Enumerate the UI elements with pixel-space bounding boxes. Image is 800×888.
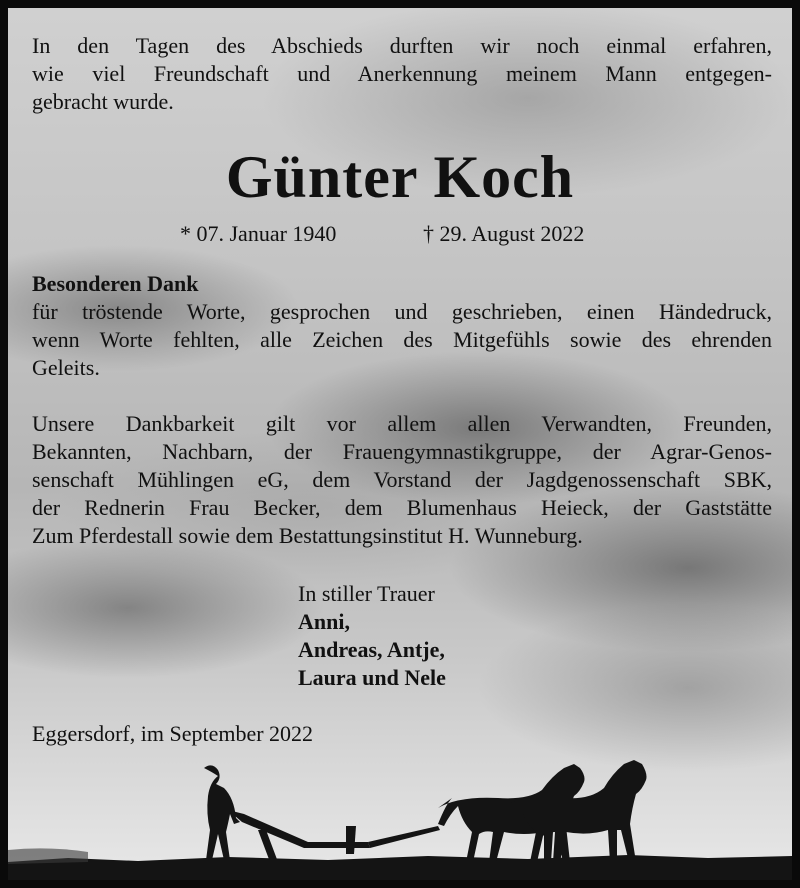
birth-date: * 07. Januar 1940 bbox=[180, 221, 337, 246]
gratitude-line: Unsere Dankbarkeit gilt vor allem allen Verwandten, Freunden, bbox=[32, 411, 772, 436]
intro-line: gebracht wurde. bbox=[32, 89, 174, 114]
deceased-name: Günter Koch bbox=[225, 144, 575, 210]
signature-name: Laura und Nele bbox=[298, 665, 446, 690]
gratitude-line: Zum Pferdestall sowie dem Bestattungsinstitut H. Wunneburg. bbox=[32, 523, 583, 548]
death-date: † 29. August 2022 bbox=[423, 221, 585, 246]
signature-name: Anni, bbox=[298, 609, 350, 634]
thanks-line: Geleits. bbox=[32, 355, 100, 380]
place-date: Eggersdorf, im September 2022 bbox=[32, 721, 314, 746]
gratitude-line: der Rednerin Frau Becker, dem Blumenhaus Heieck, der Gaststätte bbox=[32, 495, 772, 520]
farmer-plowing-with-horses-silhouette-icon bbox=[8, 730, 792, 880]
signature-name: Andreas, Antje, bbox=[298, 637, 445, 662]
thanks-text bbox=[32, 298, 772, 382]
gratitude-line: Bekannten, Nachbarn, der Frauengymnastikgruppe, der Agrar-Genos- bbox=[32, 439, 772, 464]
thanks-line: für tröstende Worte, gesprochen und geschrieben, einen Händedruck, bbox=[32, 299, 772, 324]
gratitude-text bbox=[32, 410, 772, 550]
thanks-heading: Besonderen Dank bbox=[32, 271, 199, 296]
background-scene bbox=[8, 730, 792, 880]
intro-line: wie viel Freundschaft und Anerkennung meinem Mann entgegen- bbox=[32, 61, 772, 86]
intro-text bbox=[32, 32, 772, 116]
intro-line: In den Tagen des Abschieds durften wir noch einmal erfahren, bbox=[32, 33, 772, 58]
signature-block bbox=[298, 580, 446, 692]
thanks-line: wenn Worte fehlten, alle Zeichen des Mitgefühls sowie des ehrenden bbox=[32, 327, 772, 352]
signature-intro: In stiller Trauer bbox=[298, 581, 435, 606]
gratitude-line: senschaft Mühlingen eG, dem Vorstand der Jagdgenossenschaft SBK, bbox=[32, 467, 772, 492]
